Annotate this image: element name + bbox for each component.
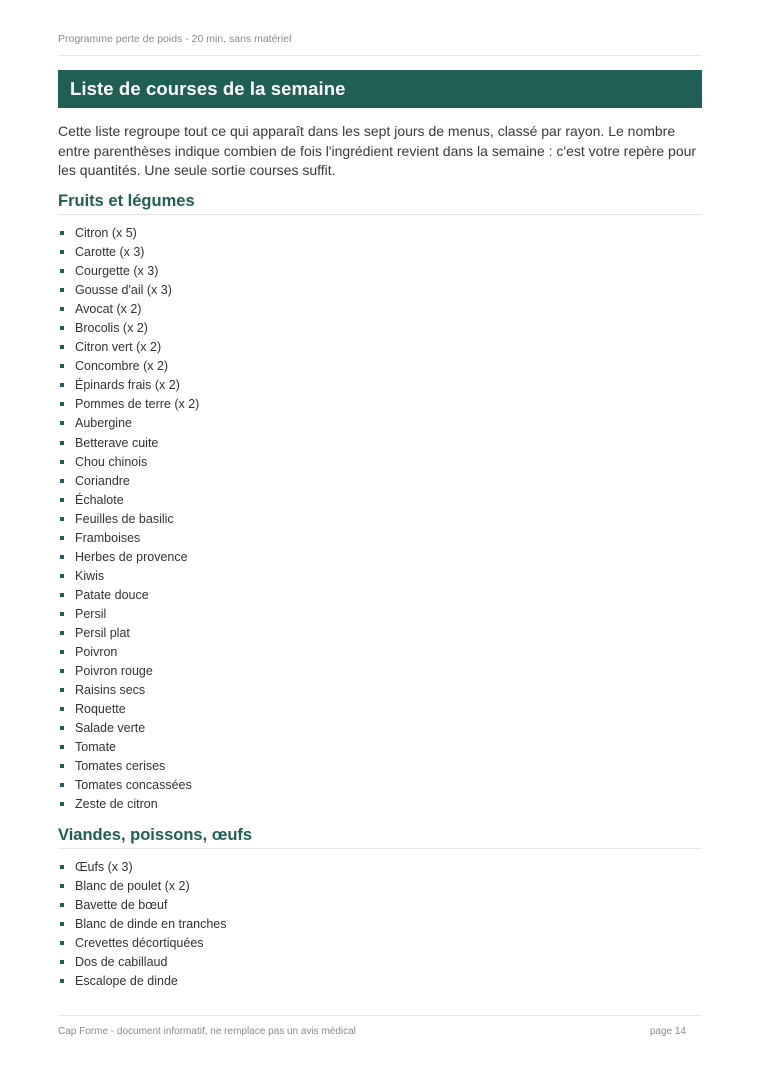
list-item-label: Œufs (x 3): [75, 860, 133, 874]
bullet-icon: [60, 326, 64, 330]
list-item-label: Raisins secs: [75, 683, 146, 698]
list-item-label: Zeste de citron: [75, 797, 158, 812]
list-item: [58, 510, 199, 529]
list-item-label: Blanc de dinde en tranches: [75, 917, 227, 932]
list-item-label: Kiwis: [75, 568, 105, 583]
bullet-icon: [60, 536, 64, 540]
list-item-label: Tomates concassées: [75, 778, 192, 793]
list-item: [58, 262, 199, 281]
page-footer: [58, 1015, 702, 1037]
bullet-icon: [60, 669, 64, 673]
bullet-icon: [60, 884, 64, 888]
list-item: [58, 662, 199, 681]
list-item-label: Persil plat: [75, 625, 130, 640]
bullet-icon: [60, 269, 64, 273]
list-item-label: Poivron: [75, 645, 118, 660]
list-item: [58, 548, 199, 567]
footer-disclaimer: Cap Forme - document informatif, ne remplace pas un avis médical: [58, 1026, 356, 1037]
bullet-icon: [60, 383, 64, 387]
list-item: [58, 953, 227, 972]
list-item: [58, 934, 227, 953]
list-item-label: Citron vert (x 2): [75, 340, 162, 355]
bullet-icon: [60, 726, 64, 730]
list-item-label: Bavette de bœuf: [75, 898, 168, 913]
list-item: [58, 915, 227, 934]
bullet-icon: [60, 707, 64, 711]
section-title-viandes-poissons-oeufs: Viandes, poissons, œufs: [58, 826, 702, 849]
bullet-icon: [60, 960, 64, 964]
bullet-icon: [60, 922, 64, 926]
list-fruits-legumes: [58, 224, 199, 814]
list-item: [58, 224, 199, 243]
bullet-icon: [60, 979, 64, 983]
list-item-label: Citron (x 5): [75, 226, 137, 240]
page-title: Liste de courses de la semaine: [70, 78, 346, 99]
list-item-label: Courgette (x 3): [75, 264, 159, 279]
list-item: [58, 567, 199, 586]
bullet-icon: [60, 498, 64, 502]
bullet-icon: [60, 865, 64, 869]
list-item: [58, 300, 199, 319]
list-item-label: Patate douce: [75, 587, 149, 602]
bullet-icon: [60, 231, 64, 235]
list-item: [58, 414, 199, 433]
title-banner: [58, 70, 702, 108]
bullet-icon: [60, 612, 64, 616]
bullet-icon: [60, 688, 64, 692]
list-item-label: Feuilles de basilic: [75, 511, 174, 526]
list-item: [58, 281, 199, 300]
list-item: [58, 243, 199, 262]
bullet-icon: [60, 802, 64, 806]
bullet-icon: [60, 421, 64, 425]
list-item-label: Avocat (x 2): [75, 302, 142, 317]
list-item-label: Concombre (x 2): [75, 359, 169, 374]
running-header: Programme perte de poids - 20 min, sans matériel: [58, 33, 702, 56]
list-item: [58, 643, 199, 662]
bullet-icon: [60, 555, 64, 559]
list-item: [58, 586, 199, 605]
list-item-label: Gousse d'ail (x 3): [75, 283, 172, 298]
list-item: [58, 700, 199, 719]
bullet-icon: [60, 745, 64, 749]
list-item: [58, 529, 199, 548]
list-item-label: Épinards frais (x 2): [75, 378, 180, 393]
bullet-icon: [60, 783, 64, 787]
intro-paragraph: Cette liste regroupe tout ce qui apparaît dans les sept jours de menus, classé par rayon. Le nombre entre parenthèses indique combien de fois l'ingrédient revient dans la semaine : c'est votre repère pour les quantités. Une seule sortie courses suffit.: [58, 123, 697, 178]
list-item: [58, 795, 199, 814]
list-item: [58, 395, 199, 414]
bullet-icon: [60, 402, 64, 406]
page-number: page 14: [649, 1026, 686, 1037]
bullet-icon: [60, 574, 64, 578]
list-item-label: Carotte (x 3): [75, 245, 145, 260]
bullet-icon: [60, 364, 64, 368]
list-item: [58, 624, 199, 643]
list-item: [58, 453, 199, 472]
list-item-label: Betterave cuite: [75, 435, 159, 450]
bullet-icon: [60, 903, 64, 907]
list-item-label: Échalote: [75, 492, 124, 507]
list-item-label: Escalope de dinde: [75, 974, 178, 989]
bullet-icon: [60, 593, 64, 597]
list-item-label: Roquette: [75, 702, 126, 717]
list-item: [58, 357, 199, 376]
list-item: [58, 738, 199, 757]
list-item: [58, 491, 199, 510]
list-item-label: Blanc de poulet (x 2): [75, 879, 190, 894]
bullet-icon: [60, 941, 64, 945]
list-item: [58, 681, 199, 700]
list-item: [58, 896, 227, 915]
list-item: [58, 757, 199, 776]
bullet-icon: [60, 307, 64, 311]
list-item-label: Dos de cabillaud: [75, 955, 168, 970]
list-item: [58, 472, 199, 491]
list-item-label: Persil: [75, 606, 107, 621]
bullet-icon: [60, 764, 64, 768]
bullet-icon: [60, 250, 64, 254]
list-item: [58, 376, 199, 395]
list-item-label: Crevettes décortiquées: [75, 936, 204, 951]
list-item: [58, 719, 199, 738]
bullet-icon: [60, 441, 64, 445]
list-item: [58, 434, 199, 453]
list-item-label: Poivron rouge: [75, 664, 153, 679]
list-item-label: Salade verte: [75, 721, 146, 736]
list-item: [58, 776, 199, 795]
bullet-icon: [60, 631, 64, 635]
list-item-label: Aubergine: [75, 416, 132, 431]
section-title-fruits-legumes: Fruits et légumes: [58, 192, 702, 215]
list-item-label: Tomates cerises: [75, 759, 166, 774]
bullet-icon: [60, 650, 64, 654]
list-item: [58, 338, 199, 357]
list-viandes-poissons-oeufs: [58, 858, 227, 991]
list-item-label: Brocolis (x 2): [75, 321, 148, 336]
bullet-icon: [60, 460, 64, 464]
list-item: [58, 877, 227, 896]
list-item: [58, 972, 227, 991]
list-item: [58, 858, 227, 877]
bullet-icon: [60, 345, 64, 349]
list-item-label: Tomate: [75, 740, 116, 755]
list-item: [58, 319, 199, 338]
list-item-label: Coriandre: [75, 473, 130, 488]
bullet-icon: [60, 288, 64, 292]
list-item-label: Framboises: [75, 530, 141, 545]
list-item-label: Herbes de provence: [75, 549, 188, 564]
document-page: [58, 0, 702, 1074]
list-item-label: Pommes de terre (x 2): [75, 397, 200, 412]
list-item: [58, 605, 199, 624]
bullet-icon: [60, 517, 64, 521]
bullet-icon: [60, 479, 64, 483]
list-item-label: Chou chinois: [75, 454, 148, 469]
